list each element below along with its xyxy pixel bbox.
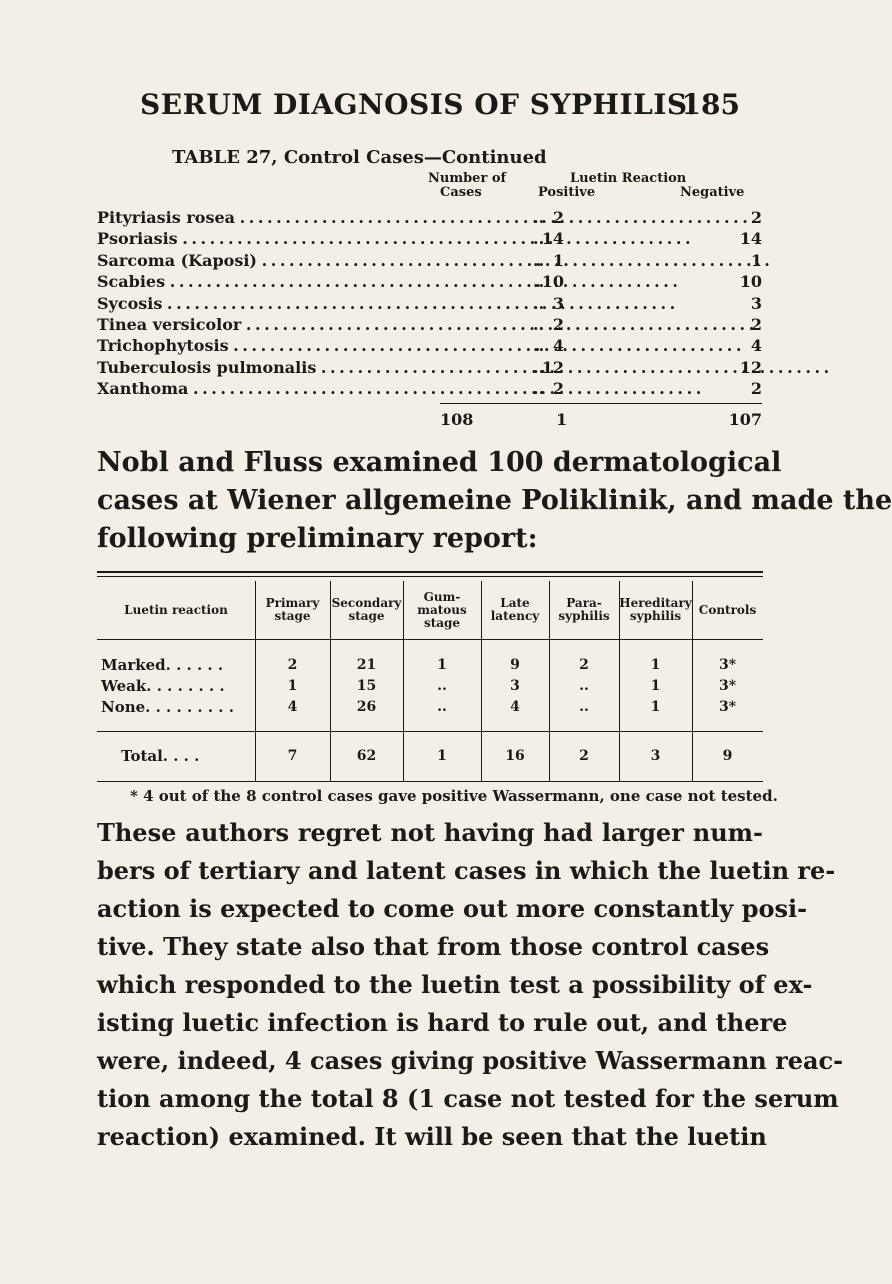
table-footnote: * 4 out of the 8 control cases gave positive Wassermann, one case not tested. <box>130 787 778 805</box>
row-label: Sycosis . . . <box>97 294 467 313</box>
table-row <box>97 229 762 250</box>
table-27-totals <box>440 410 762 432</box>
total-cases: 108 <box>440 410 474 429</box>
totals-rule <box>440 403 762 404</box>
table-cell: 3* <box>718 657 737 673</box>
header-late-latency: Late latency <box>490 596 540 623</box>
cases-value: 2 <box>552 208 564 227</box>
negative-value: 2 <box>750 314 762 334</box>
cases-value: 10 <box>541 272 564 292</box>
table-27-body <box>97 208 762 401</box>
total-cell: 1 <box>437 748 447 764</box>
text-line: Nobl and Fluss examined 100 dermatological <box>97 447 782 478</box>
positive-value: .. <box>533 357 545 377</box>
text-line: cases at Wiener allgemeine Poliklinik, and made the <box>97 485 892 516</box>
row-label-weak: Weak. . . . . . . . <box>101 677 225 695</box>
cases-value: 14 <box>541 229 564 249</box>
table-cell: 26 <box>356 699 377 715</box>
table-27-header <box>398 171 758 205</box>
cases-value: 2 <box>552 379 564 399</box>
table-cell: 4 <box>287 699 298 715</box>
text-line: These authors regret not having had larger num- <box>97 818 763 847</box>
table-28 <box>97 571 763 782</box>
table-cell: 1 <box>287 678 298 694</box>
table-cell: .. <box>437 678 447 694</box>
positive-value: .. <box>533 336 545 356</box>
row-label: Tuberculosis pulmonalis . . . <box>97 358 467 377</box>
col-cases: Cases <box>440 185 482 200</box>
positive-value: .. <box>533 314 545 334</box>
positive-value: .. <box>533 272 545 292</box>
total-cell: 9 <box>722 748 733 764</box>
table-row <box>97 315 762 336</box>
header-luetin-reaction: Luetin reaction <box>124 602 228 617</box>
total-cell: 3 <box>650 748 661 764</box>
cases-value: 2 <box>552 314 564 334</box>
total-positive: 1 <box>556 410 568 429</box>
table-row <box>97 272 762 293</box>
col-luetin-reaction: Luetin Reaction <box>570 171 687 186</box>
negative-value: 2 <box>750 379 762 399</box>
table-cell: 1 <box>650 699 661 715</box>
table-cell: 3* <box>718 699 737 715</box>
row-label-total: Total. . . . <box>121 747 200 765</box>
negative-value: 10 <box>739 272 762 292</box>
table-cell: 2 <box>287 657 298 673</box>
table-row <box>97 336 762 357</box>
total-negative: 107 <box>728 410 762 429</box>
text-line: bers of tertiary and latent cases in which the luetin re- <box>97 856 836 885</box>
row-label: Pityriasis rosea . . . <box>97 208 467 227</box>
table-cell: 2 <box>579 657 589 673</box>
table-row <box>97 294 762 315</box>
total-cell: 62 <box>356 748 377 764</box>
row-label: Trichophytosis . . . <box>97 336 467 355</box>
table-cell: 21 <box>356 657 377 673</box>
negative-value: 4 <box>750 336 762 356</box>
positive-value: .. <box>533 229 545 249</box>
text-line: action is expected to come out more constantly posi- <box>97 894 808 923</box>
table-row <box>97 358 762 379</box>
total-cell: 2 <box>579 748 589 764</box>
table-cell: 1 <box>437 657 447 673</box>
text-line: tion among the total 8 (1 case not tested for the serum <box>97 1084 839 1113</box>
text-line: tive. They state also that from those control cases <box>97 932 770 961</box>
table-row <box>97 379 762 400</box>
table-cell: 1 <box>650 678 661 694</box>
header-gummatous-stage: Gum- matous stage <box>417 589 467 630</box>
table-cell: .. <box>579 678 589 694</box>
row-label: Tinea versicolor . . . <box>97 315 467 334</box>
row-label: Sarcoma (Kaposi) . . . <box>97 251 467 270</box>
paragraph-nobl-fluss <box>97 444 892 558</box>
positive-value: .. <box>533 379 545 399</box>
text-line: were, indeed, 4 cases giving positive Wassermann reac- <box>97 1046 844 1075</box>
text-line: following preliminary report: <box>97 523 538 554</box>
cases-value: 3 <box>552 293 564 313</box>
positive-value: .. <box>533 208 545 227</box>
cases-value: 12 <box>541 357 564 377</box>
col-number-of: Number of <box>428 171 507 186</box>
positive-value: .. <box>533 293 545 313</box>
table-cell: .. <box>579 699 589 715</box>
total-cell: 7 <box>287 748 298 764</box>
row-label-marked: Marked. . . . . . <box>101 656 224 674</box>
cases-value: 4 <box>552 336 564 356</box>
row-label: Scabies . . . <box>97 272 467 291</box>
header-hereditary-syphilis: Hereditary syphilis <box>619 596 692 623</box>
text-line: reaction) examined. It will be seen that the luetin <box>97 1122 767 1151</box>
col-negative: Negative <box>680 185 745 200</box>
table-cell: 15 <box>356 678 377 694</box>
negative-value: 2 <box>750 208 762 227</box>
table-cell: 3 <box>510 678 520 694</box>
negative-value: 12 <box>739 357 762 377</box>
text-line: isting luetic infection is hard to rule out, and there <box>97 1008 788 1037</box>
table-cell: 4 <box>510 699 520 715</box>
header-primary-stage: Primary stage <box>265 596 320 623</box>
page-number: 185 <box>681 88 740 121</box>
negative-value: 14 <box>739 229 762 249</box>
total-cell: 16 <box>505 748 525 764</box>
running-title: SERUM DIAGNOSIS OF SYPHILIS. <box>140 88 697 121</box>
header-secondary-stage: Secondary stage <box>331 596 402 623</box>
table-row <box>97 251 762 272</box>
table-caption: TABLE 27, Control Cases—Continued <box>172 147 547 168</box>
row-label-none: None. . . . . . . . . <box>101 698 234 716</box>
table-cell: 3* <box>718 678 737 694</box>
col-positive: Positive <box>538 185 596 200</box>
negative-value: 1 <box>750 250 762 270</box>
paragraph-authors <box>97 814 844 1156</box>
cases-value: 1 <box>552 250 564 270</box>
text-line: which responded to the luetin test a possibility of ex- <box>97 970 813 999</box>
header-parasyphilis: Para- syphilis <box>558 596 610 623</box>
negative-value: 3 <box>750 293 762 313</box>
positive-value: .. <box>533 250 545 270</box>
table-cell: 9 <box>510 657 520 673</box>
page-header <box>140 88 740 128</box>
table-row <box>97 208 762 229</box>
table-cell: .. <box>437 699 447 715</box>
row-label: Psoriasis . . . <box>97 229 467 248</box>
row-label: Xanthoma . . . <box>97 379 467 398</box>
header-controls: Controls <box>698 602 757 617</box>
table-cell: 1 <box>650 657 661 673</box>
